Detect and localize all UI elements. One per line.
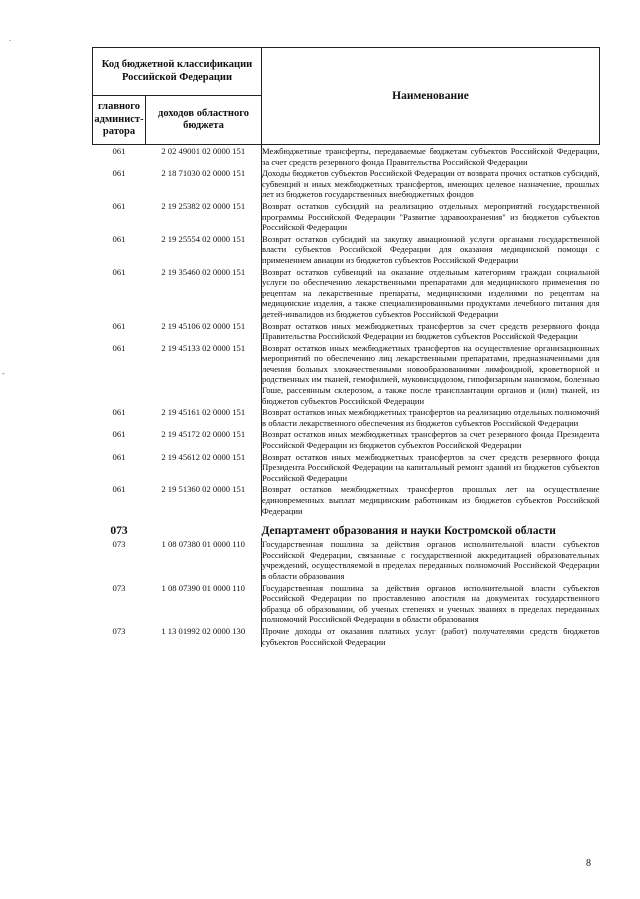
admin-code-cell: 073 <box>112 582 126 593</box>
table-row <box>93 266 600 320</box>
department-empty-code <box>146 516 262 538</box>
description-cell: Государственная пошлина за действия органов исполнительной власти субъектов Российской Федерации, связанные с государственной аккредитацией образовательных учреждений, осуществляемой в пределах переданных полномочий Российской Федерации в области образования <box>262 539 600 581</box>
income-code-cell: 2 19 51360 02 0000 151 <box>161 484 246 495</box>
income-code-cell: 1 08 07390 01 0000 110 <box>161 582 245 593</box>
description-cell: Доходы бюджетов субъектов Российской Федерации от возврата прочих остатков субсидий, субвенций и иных межбюджетных трансфертов, имеющих целевое назначение, прошлых лет из бюджетов государственных внебюджетных фондов <box>262 168 600 200</box>
table-row <box>93 320 600 342</box>
income-code-cell: 1 08 07380 01 0000 110 <box>161 539 245 550</box>
admin-code-cell: 073 <box>112 539 126 550</box>
page-number: 8 <box>586 858 591 869</box>
admin-code-cell: 061 <box>112 407 126 418</box>
department-admin-code: 073 <box>110 525 128 538</box>
table-row <box>93 451 600 484</box>
budget-classification-table <box>92 47 600 647</box>
table-row <box>93 145 600 168</box>
admin-code-cell: 061 <box>112 200 126 211</box>
description-cell: Возврат остатков иных межбюджетных трансфертов за счет резервного фонда Президента Российской Федерации из бюджетов субъектов Российской Федерации <box>262 429 600 451</box>
table-row <box>93 233 600 266</box>
table-row <box>93 483 600 516</box>
description-cell: Государственная пошлина за действия органов исполнительной власти субъектов Российской Федерации по проставлению апостиля на документах государственного образца об образовании, об ученых степенях и ученых званиях в пределах переданных полномочий Российской Федерации в области образования <box>262 582 600 625</box>
admin-code-cell: 061 <box>112 168 126 179</box>
description-cell: Возврат остатков субсидий на реализацию отдельных мероприятий государственной программы Российской Федерации "Развитие здравоохранения" из бюджетов субъектов Российской Федерации <box>262 200 600 233</box>
department-block <box>93 516 600 538</box>
admin-code-cell: 061 <box>112 451 126 462</box>
income-code-cell: 2 19 45612 02 0000 151 <box>161 451 246 462</box>
income-code-cell: 2 18 71030 02 0000 151 <box>161 168 246 179</box>
admin-code-cell: 061 <box>112 429 126 440</box>
admin-column-header: главного админист-ратора <box>93 96 146 145</box>
description-cell: Межбюджетные трансферты, передаваемые бюджетам субъектов Российской Федерации, за счет средств резервного фонда Правительства Российской Федерации <box>262 146 600 167</box>
table-header-row-1 <box>93 48 600 96</box>
department-name: Департамент образования и науки Костромской области <box>261 525 556 538</box>
admin-code-cell: 061 <box>112 146 126 156</box>
budget-code-table-page <box>92 47 599 647</box>
description-cell: Возврат остатков иных межбюджетных трансфертов на реализацию отдельных полномочий в области лекарственного обеспечения из бюджетов субъектов Российской Федерации <box>262 407 600 428</box>
description-cell: Возврат остатков субвенций на оказание отдельным категориям граждан социальной услуги по обеспечению лекарственными препаратами для медицинского применения по рецептам на лекарственные препараты, медицинскими изделиями по рецептам на медицинские изделия, а также специализированными продуктами лечебного питания для детей-инвалидов из бюджетов субъектов Российской Федерации <box>262 266 600 319</box>
table-row <box>93 428 600 450</box>
income-code-cell: 2 19 45161 02 0000 151 <box>161 407 246 418</box>
income-column-header: доходов областного бюджета <box>146 96 262 145</box>
table-row <box>93 625 600 647</box>
table-row <box>93 200 600 233</box>
income-code-cell: 2 19 45172 02 0000 151 <box>161 429 246 440</box>
income-code-cell: 2 19 25554 02 0000 151 <box>161 233 246 244</box>
description-cell: Возврат остатков субсидий на закупку авиационной услуги органами государственной власти субъектов Российской Федерации для оказания медицинской помощи с применением авиации из бюджетов субъектов Российской Федерации <box>262 233 600 265</box>
admin-code-cell: 061 <box>112 233 126 244</box>
department-073-rows <box>93 538 600 647</box>
table-row <box>93 406 600 428</box>
income-code-cell: 2 19 45106 02 0000 151 <box>161 320 246 331</box>
department-row <box>93 516 600 538</box>
admin-code-cell: 061 <box>112 320 126 331</box>
name-column-header: Наименование <box>262 48 600 145</box>
income-code-cell: 2 19 25382 02 0000 151 <box>161 200 246 211</box>
scan-mark: - <box>2 369 5 378</box>
table-row <box>93 342 600 407</box>
ministry-061-rows <box>93 145 600 517</box>
description-cell: Возврат остатков иных межбюджетных трансфертов за счет средств резервного фонда Президента Российской Федерации на капитальный ремонт зданий из бюджетов субъектов Российской Федерации <box>262 451 600 483</box>
description-cell: Возврат остатков иных межбюджетных трансфертов за счет средств резервного фонда Правительства Российской Федерации из бюджетов субъектов Российской Федерации <box>262 320 600 342</box>
code-group-header: Код бюджетной классификации Российской Федерации <box>93 48 262 96</box>
table-row <box>93 582 600 625</box>
income-code-cell: 2 19 45133 02 0000 151 <box>161 342 246 353</box>
admin-code-cell: 073 <box>112 625 126 636</box>
admin-code-cell: 061 <box>112 484 126 495</box>
income-code-cell: 2 19 35460 02 0000 151 <box>161 266 246 277</box>
admin-code-cell: 061 <box>112 342 126 353</box>
scan-dot: . <box>9 34 11 43</box>
table-row <box>93 538 600 581</box>
table-row <box>93 167 600 200</box>
income-code-cell: 2 02 49001 02 0000 151 <box>161 146 246 156</box>
description-cell: Прочие доходы от оказания платных услуг (работ) получателями средств бюджетов субъектов Российской Федерации <box>262 625 600 647</box>
income-code-cell: 1 13 01992 02 0000 130 <box>161 625 246 636</box>
description-cell: Возврат остатков иных межбюджетных трансфертов на осуществление организационных мероприятий по обеспечению лиц лекарственными препаратами, предназначенными для лечения больных злокачественными новообразованиями лимфоидной, кроветворной и родственных им тканей, гемофилией, муковисцидозом, гипофизарным нанизмом, болезнью Гоше, рассеянным склерозом, а также после трансплантации органов и (или) тканей, из бюджетов субъектов Российской Федерации <box>262 342 600 406</box>
admin-code-cell: 061 <box>112 266 126 277</box>
description-cell: Возврат остатков межбюджетных трансфертов прошлых лет на осуществление единовременных выплат медицинским работникам из бюджетов субъектов Российской Федерации <box>262 484 600 516</box>
